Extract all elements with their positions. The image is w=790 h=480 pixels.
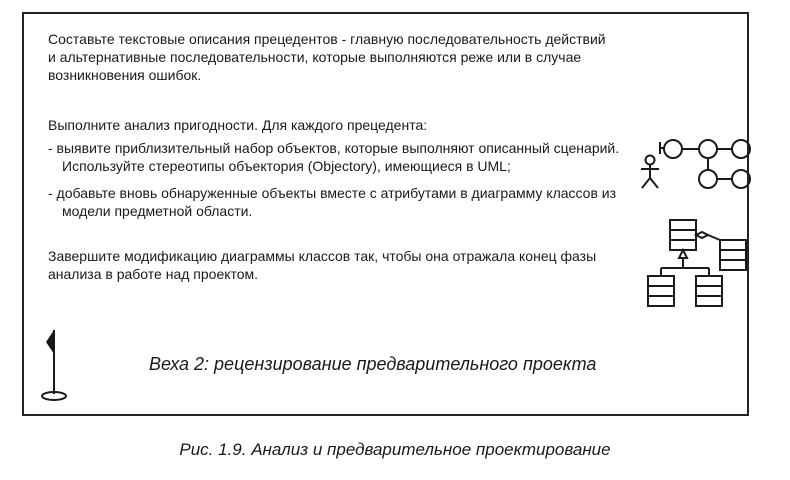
content-frame [22,12,749,416]
class-diagram-icon [636,214,746,314]
analysis-intro-paragraph: Выполните анализ пригодности. Для каждого прецедента: [48,117,428,133]
bullet-item-attributes: - добавьте вновь обнаруженные объекты вместе с атрибутами в диаграмму классов из модели предметной области. [48,185,617,219]
finish-paragraph: Завершите модификацию диаграммы классов так, чтобы она отражала конец фазы анализа в работе над проектом. [48,248,597,282]
figure-caption: Рис. 1.9. Анализ и предварительное проектирование [179,440,611,459]
use-cases-paragraph: Составьте текстовые описания прецедентов - главную последовательность действий и альтернативные последовательности, которые выполняются реже или в случае возникновения ошибок. [48,31,606,83]
robustness-diagram-icon [636,136,746,206]
milestone-flag-icon [40,328,80,406]
milestone-label: Веха 2: рецензирование предварительного проекта [149,354,597,374]
bullet-item-objects: - выявите приблизительный набор объектов, которые выполняют описанный сценарий. Используйте стереотипы объектория (Objectory), имеющиеся в UML; [48,140,620,174]
